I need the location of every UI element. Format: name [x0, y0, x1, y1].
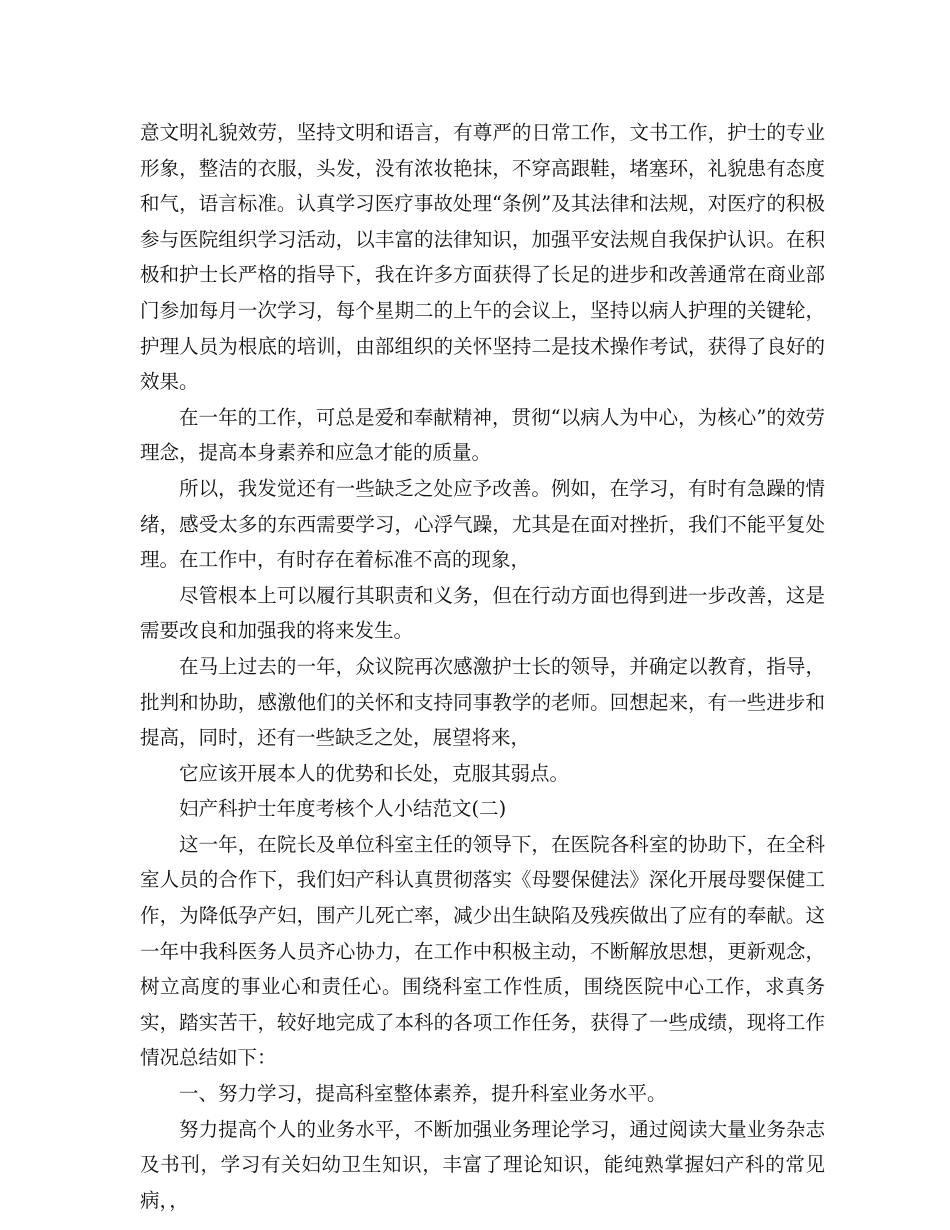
subsection-heading: 一、努力学习，提高科室整体素养，提升科室业务水平。 [179, 1082, 667, 1106]
paragraph-1: 意文明礼貌效劳，坚持文明和语言，有尊严的日常工作，文书工作，护士的专业形象，整洁的衣服，头发，没有浓妆艳抹，不穿高跟鞋，堵塞环，礼貌患有态度和气，语言标准。认真学习医疗事故处理“条例”及其法律和法规，对医疗的积极参与医院组织学习活动，以丰富的法律知识，加强平安法规自我保护认识。在积极和护士长严格的指导下，我在许多方面获得了长足的进步和改善通常在商业部门参加每月一次学习，每个星期二的上午的会议上，坚持以病人护理的关键轮，护理人员为根底的培训，由部组织的关怀坚持二是技术操作考试，获得了良好的效果。 [140, 121, 825, 394]
paragraph-4: 尽管根本上可以履行其职责和义务，但在行动方面也得到进一步改善，这是需要改良和加强我的将来发生。 [140, 583, 825, 643]
document-body [140, 115, 825, 1218]
paragraph-3: 所以，我发觉还有一些缺乏之处应予改善。例如，在学习，有时有急躁的情绪，感受太多的东西需要学习，心浮气躁，尤其是在面对挫折，我们不能平复处理。在工作中，有时存在着标准不高的现象， [140, 476, 825, 572]
paragraph-2: 在一年的工作，可总是爱和奉献精神，贯彻“以病人为中心，为核心”的效劳理念，提高本身素养和应急才能的质量。 [140, 405, 825, 465]
paragraph-6: 它应该开展本人的优势和长处，克服其弱点。 [179, 761, 570, 785]
paragraph-7: 这一年，在院长及单位科室主任的领导下，在医院各科室的协助下，在全科室人员的合作下，我们妇产科认真贯彻落实《母婴保健法》深化开展母婴保健工作，为降低孕产妇，围产儿死亡率，减少出生缺陷及残疾做出了应有的奉献。这一年中我科医务人员齐心协力，在工作中积极主动，不断解放思想，更新观念，树立高度的事业心和责任心。围绕科室工作性质，围绕医院中心工作，求真务实，踏实苦干，较好地完成了本科的各项工作任务，获得了一些成绩，现将工作情况总结如下： [140, 832, 825, 1070]
section-heading: 妇产科护士年度考核个人小结范文(二) [179, 797, 507, 821]
paragraph-5: 在马上过去的一年，众议院再次感激护士长的领导，并确定以教育，指导，批判和协助，感激他们的关怀和支持同事教学的老师。回想起来，有一些进步和提高，同时，还有一些缺乏之处，展望将来， [140, 654, 825, 750]
paragraph-8: 努力提高个人的业务水平，不断加强业务理论学习，通过阅读大量业务杂志及书刊，学习有关妇幼卫生知识，丰富了理论知识，能纯熟掌握妇产科的常见病，， [140, 1117, 825, 1212]
